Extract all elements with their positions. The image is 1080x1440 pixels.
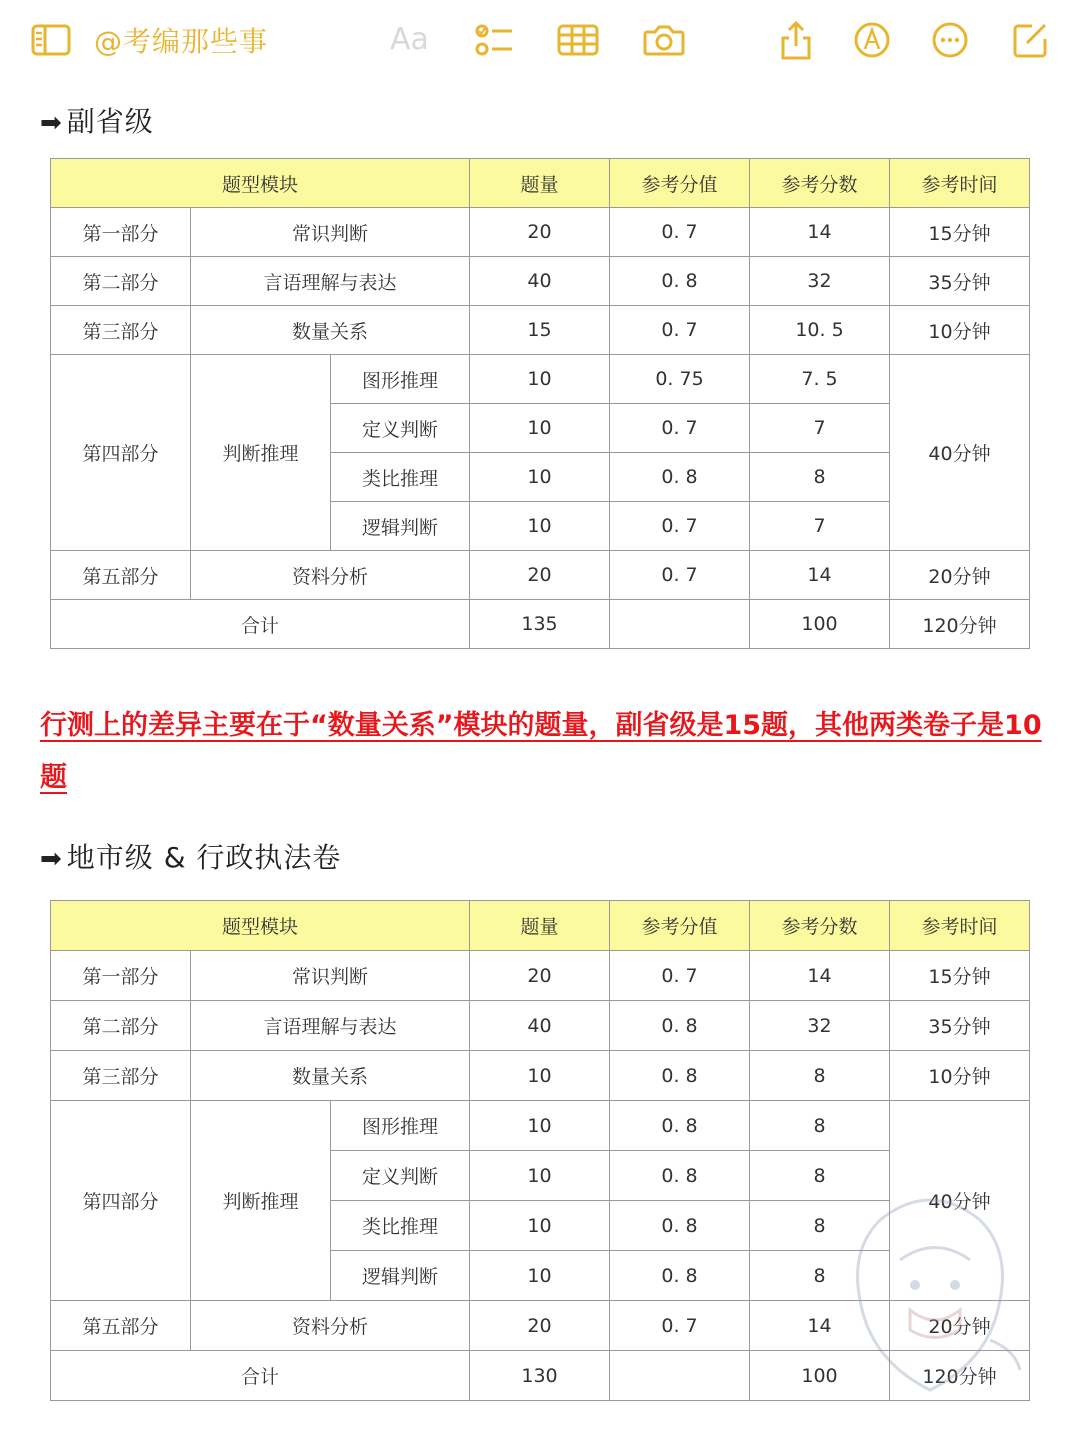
part-cell: 第一部分 <box>51 208 191 257</box>
submodule-cell: 类比推理 <box>331 1201 470 1251</box>
arrow-right-icon: ➡ <box>40 108 63 138</box>
count-cell: 10 <box>470 355 610 404</box>
table-row <box>51 257 1030 306</box>
submodule-cell: 类比推理 <box>331 453 470 502</box>
time-cell: 35分钟 <box>890 1001 1030 1051</box>
part-cell: 第三部分 <box>51 306 191 355</box>
time-cell: 40分钟 <box>890 355 1030 551</box>
score-cell: 7 <box>750 404 890 453</box>
value-cell: 0. 7 <box>610 551 750 600</box>
arrow-right-icon: ➡ <box>40 844 63 874</box>
score-cell: 8 <box>750 1101 890 1151</box>
time-cell: 20分钟 <box>890 1301 1030 1351</box>
header-cell: 参考分值 <box>610 901 750 951</box>
total-count: 135 <box>470 600 610 649</box>
table-header <box>51 901 1030 951</box>
count-cell: 10 <box>470 404 610 453</box>
score-cell: 14 <box>750 551 890 600</box>
score-table-1 <box>50 158 1030 649</box>
score-cell: 8 <box>750 1051 890 1101</box>
score-cell: 8 <box>750 453 890 502</box>
total-count: 130 <box>470 1351 610 1401</box>
score-cell: 8 <box>750 1151 890 1201</box>
count-cell: 20 <box>470 1301 610 1351</box>
module-cell: 言语理解与表达 <box>191 1001 470 1051</box>
value-cell: 0. 7 <box>610 306 750 355</box>
total-time: 120分钟 <box>890 1351 1030 1401</box>
count-cell: 40 <box>470 257 610 306</box>
count-cell: 10 <box>470 1051 610 1101</box>
table-header <box>51 159 1030 208</box>
part-cell: 第五部分 <box>51 1301 191 1351</box>
value-cell: 0. 7 <box>610 502 750 551</box>
count-cell: 10 <box>470 1251 610 1301</box>
compose-icon[interactable] <box>1010 18 1050 62</box>
time-cell: 40分钟 <box>890 1101 1030 1301</box>
value-cell: 0. 8 <box>610 1251 750 1301</box>
count-cell: 10 <box>470 1201 610 1251</box>
module-cell: 常识判断 <box>191 208 470 257</box>
score-cell: 8 <box>750 1201 890 1251</box>
total-row <box>51 600 1030 649</box>
highlight-note: 行测上的差异主要在于“数量关系”模块的题量，副省级是15题，其他两类卷子是10题 <box>40 710 1042 793</box>
part-cell: 第四部分 <box>51 355 191 551</box>
watermark-text: @考编那些事 <box>94 25 269 58</box>
module-cell: 数量关系 <box>191 306 470 355</box>
table-row <box>51 208 1030 257</box>
submodule-cell: 图形推理 <box>331 1101 470 1151</box>
time-cell: 10分钟 <box>890 306 1030 355</box>
score-cell: 10. 5 <box>750 306 890 355</box>
table-icon[interactable] <box>556 18 600 62</box>
total-label: 合计 <box>51 1351 470 1401</box>
score-cell: 32 <box>750 1001 890 1051</box>
score-cell: 14 <box>750 1301 890 1351</box>
value-cell: 0. 8 <box>610 1051 750 1101</box>
count-cell: 15 <box>470 306 610 355</box>
count-cell: 10 <box>470 1101 610 1151</box>
score-cell: 32 <box>750 257 890 306</box>
submodule-cell: 定义判断 <box>331 404 470 453</box>
count-cell: 10 <box>470 1151 610 1201</box>
markup-icon[interactable] <box>852 18 892 62</box>
value-cell: 0. 8 <box>610 1001 750 1051</box>
table-row <box>51 355 1030 404</box>
section-title-2 <box>40 836 341 876</box>
module-cell: 常识判断 <box>191 951 470 1001</box>
header-cell: 参考分数 <box>750 159 890 208</box>
module-cell: 判断推理 <box>191 355 331 551</box>
score-cell: 14 <box>750 951 890 1001</box>
module-cell: 资料分析 <box>191 1301 470 1351</box>
value-cell: 0. 7 <box>610 208 750 257</box>
time-cell: 10分钟 <box>890 1051 1030 1101</box>
part-cell: 第二部分 <box>51 1001 191 1051</box>
header-cell: 题型模块 <box>51 159 470 208</box>
table-row <box>51 951 1030 1001</box>
count-cell: 20 <box>470 551 610 600</box>
value-cell: 0. 8 <box>610 453 750 502</box>
table-row <box>51 551 1030 600</box>
total-value <box>610 600 750 649</box>
value-cell: 0. 7 <box>610 404 750 453</box>
table-row <box>51 1101 1030 1151</box>
section-title-text: 地市级 & 行政执法卷 <box>66 841 342 874</box>
value-cell: 0. 8 <box>610 1201 750 1251</box>
notes-toolbar <box>0 0 1080 80</box>
part-cell: 第五部分 <box>51 551 191 600</box>
submodule-cell: 图形推理 <box>331 355 470 404</box>
score-cell: 7 <box>750 502 890 551</box>
header-cell: 题量 <box>470 159 610 208</box>
total-time: 120分钟 <box>890 600 1030 649</box>
header-cell: 题型模块 <box>51 901 470 951</box>
section-title-1 <box>40 100 154 140</box>
module-cell: 判断推理 <box>191 1101 331 1301</box>
header-cell: 参考时间 <box>890 159 1030 208</box>
count-cell: 10 <box>470 453 610 502</box>
total-score: 100 <box>750 600 890 649</box>
count-cell: 10 <box>470 502 610 551</box>
time-cell: 15分钟 <box>890 951 1030 1001</box>
value-cell: 0. 75 <box>610 355 750 404</box>
header-cell: 参考时间 <box>890 901 1030 951</box>
score-cell: 7. 5 <box>750 355 890 404</box>
sidebar-icon[interactable] <box>30 18 72 62</box>
module-cell: 言语理解与表达 <box>191 257 470 306</box>
time-cell: 15分钟 <box>890 208 1030 257</box>
value-cell: 0. 8 <box>610 257 750 306</box>
total-score: 100 <box>750 1351 890 1401</box>
table-row <box>51 1001 1030 1051</box>
table-row <box>51 1051 1030 1101</box>
checklist-icon[interactable] <box>472 18 516 62</box>
score-cell: 14 <box>750 208 890 257</box>
header-cell: 参考分值 <box>610 159 750 208</box>
table-row <box>51 306 1030 355</box>
score-cell: 8 <box>750 1251 890 1301</box>
submodule-cell: 逻辑判断 <box>331 1251 470 1301</box>
module-cell: 数量关系 <box>191 1051 470 1101</box>
section-title-text: 副省级 <box>66 105 154 138</box>
header-cell: 题量 <box>470 901 610 951</box>
camera-icon[interactable] <box>642 18 686 62</box>
share-icon[interactable] <box>776 18 816 62</box>
count-cell: 40 <box>470 1001 610 1051</box>
time-cell: 35分钟 <box>890 257 1030 306</box>
value-cell: 0. 8 <box>610 1101 750 1151</box>
header-cell: 参考分数 <box>750 901 890 951</box>
value-cell: 0. 8 <box>610 1151 750 1201</box>
format-button[interactable]: Aa <box>390 22 429 57</box>
mascot-watermark-icon <box>840 1180 1030 1414</box>
count-cell: 20 <box>470 208 610 257</box>
more-icon[interactable] <box>930 18 970 62</box>
total-value <box>610 1351 750 1401</box>
count-cell: 20 <box>470 951 610 1001</box>
value-cell: 0. 7 <box>610 951 750 1001</box>
module-cell: 资料分析 <box>191 551 470 600</box>
time-cell: 20分钟 <box>890 551 1030 600</box>
part-cell: 第四部分 <box>51 1101 191 1301</box>
part-cell: 第一部分 <box>51 951 191 1001</box>
part-cell: 第二部分 <box>51 257 191 306</box>
total-label: 合计 <box>51 600 470 649</box>
value-cell: 0. 7 <box>610 1301 750 1351</box>
submodule-cell: 定义判断 <box>331 1151 470 1201</box>
submodule-cell: 逻辑判断 <box>331 502 470 551</box>
part-cell: 第三部分 <box>51 1051 191 1101</box>
